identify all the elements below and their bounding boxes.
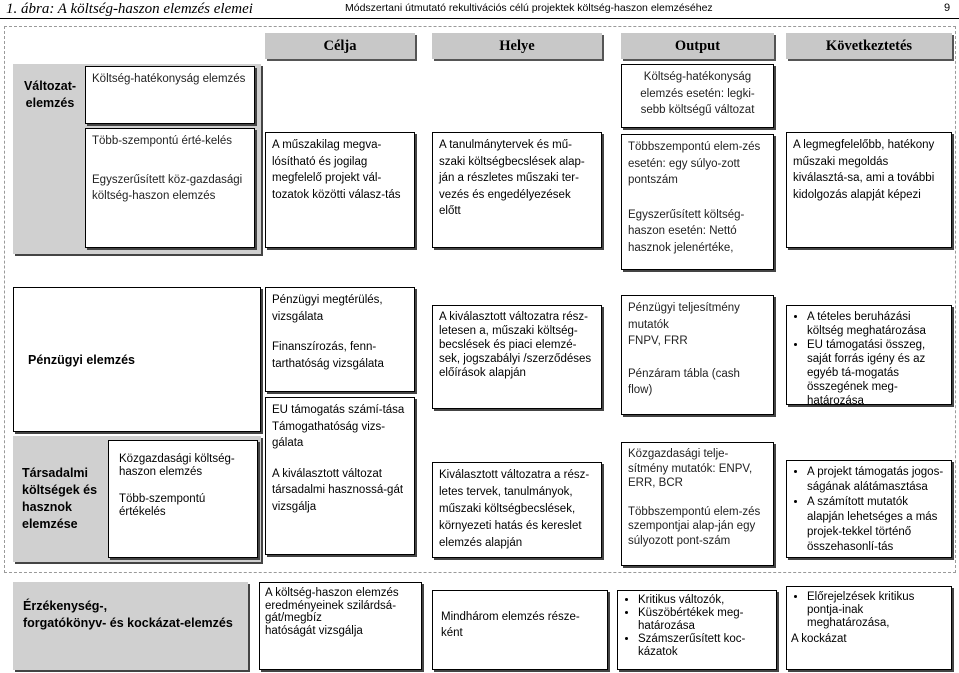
sensitivity-block <box>13 582 248 670</box>
output-social-box <box>621 442 774 566</box>
goal-eu-social-box <box>265 397 415 555</box>
sensitivity-goal-text-2: eredményeinek szilárdsá-gát/megbíz <box>265 599 397 624</box>
header-divider <box>0 18 959 19</box>
place-sensitivity-box: Mindhárom elemzés része-ként <box>432 590 608 670</box>
conclusion-sensitivity-box <box>786 586 952 670</box>
variant-analysis-label: Változat-elemzés <box>23 79 77 110</box>
output-variant-npv: Egyszerűsített költség-haszon esetén: Nettó hasznok jelenértéke, <box>628 208 745 254</box>
fnpv-frr-text: FNPV, FRR <box>628 335 688 347</box>
column-header-helye: Helye <box>432 33 602 59</box>
goal-sensitivity-box <box>259 582 422 670</box>
output-variant-multicriteria: Többszempontú elem-zés esetén: egy súlyo-zott pontszám <box>628 141 761 186</box>
conclusion-social-item: • A számított mutatók alapján lehetséges a más projek-tekkel történő összehasonlí-tás <box>807 495 947 555</box>
document-subtitle: Módszertani útmutató rekultivációs célú projektek költség-haszon elemzéséhez <box>345 2 713 14</box>
conclusion-financial-item: • EU támogatási összeg, saját forrás igény és az egyéb tá-mogatás összegének meg-határozása <box>807 338 947 408</box>
output-cost-effectiveness-box: Költség-hatékonyság elemzés esetén: legki-sebb költségű változat <box>621 64 774 128</box>
place-social-box: Kiválasztott változatra a rész-letes tervek, tanulmányok, műszaki költségbecslések, környezeti hatás és kereslet elemzés alapján <box>432 462 602 558</box>
economic-indicators-text: Közgazdasági telje-sítmény mutatók: ENPV, ERR, BCR <box>628 448 753 489</box>
financial-return-text: Pénzügyi megtérülés, vizsgálata <box>272 294 383 323</box>
eligibility-check-text: Támogathatóság vizs-gálata <box>272 420 386 449</box>
page-number: 9 <box>944 2 951 14</box>
output-sensitivity-item: • Küszöbértékek meg-határozása <box>638 607 772 633</box>
output-financial-box <box>621 295 774 415</box>
cost-effectiveness-box: Költség-hatékonyság elemzés <box>85 66 255 124</box>
figure-title: 1. ábra: A költség-haszon elemzés elemei <box>6 1 253 17</box>
conclusion-variant-box: A legmegfelelőbb, hatékony műszaki megoldás kiválasztá-sa, ami a további kidolgozás alapját képezi <box>786 132 952 248</box>
financial-analysis-label: Pénzügyi elemzés <box>13 287 261 432</box>
economic-cba-text: Közgazdasági költség-haszon elemzés <box>119 453 235 478</box>
sensitivity-label-2: forgatókönyv- és kockázat-elemzés <box>23 616 233 630</box>
sensitivity-goal-text-3: hatóságát vizsgálja <box>265 624 363 637</box>
sensitivity-goal-text-1: A költség-haszon elemzés <box>265 587 399 599</box>
simplified-cba-text: Egyszerűsített köz-gazdasági költség-haszon elemzés <box>92 173 243 202</box>
goal-financial-box <box>265 287 415 392</box>
conclusion-social-box <box>786 460 952 558</box>
cash-flow-text: Pénzáram tábla (cash flow) <box>628 367 740 396</box>
multi-criteria-cba-box <box>85 128 255 248</box>
social-utility-text: A kiválasztott változat társadalmi hasznossá-gát vizsgálja <box>272 467 404 513</box>
eu-support-calc-text: EU támogatás számí-tása <box>272 404 405 416</box>
sensitivity-label-1: Érzékenység-, <box>23 599 108 613</box>
multi-criteria-text: Több-szempontú érté-kelés <box>92 135 232 147</box>
output-sensitivity-box <box>617 590 777 670</box>
output-variant-box <box>621 134 774 270</box>
financial-indicators-text: Pénzügyi teljesítmény mutatók <box>628 302 740 331</box>
conclusion-financial-box <box>786 305 952 405</box>
column-header-celja: Célja <box>265 33 415 59</box>
output-sensitivity-item: • Számszerűsített koc-kázatok <box>638 633 772 659</box>
social-score-text: Többszempontú elem-zés szempontjai alap-ján egy súlyozott pont-szám <box>628 505 761 547</box>
conclusion-sensitivity-item: • Előrejelzések kritikus pontja-inak meghatározása, <box>807 591 947 630</box>
conclusion-financial-item: • A tételes beruházási költség meghatározása <box>807 310 947 338</box>
risk-text: A kockázat <box>791 633 847 645</box>
goal-variant-box: A műszakilag megva-lósítható és jogilag megfelelő projekt vál-tozatok közötti válasz-tás <box>265 132 415 248</box>
social-analysis-label: Társadalmi költségek és hasznok elemzése <box>22 466 98 531</box>
financing-sustainability-text: Finanszírozás, fenn-tarthatóság vizsgálata <box>272 341 384 370</box>
place-financial-box: A kiválasztott változatra rész-letesen a, műszaki költség-becslések és piaci elemzé-sek, jogszabályi /szerződéses előírások alapján <box>432 305 602 409</box>
column-header-kovetkeztetes: Következtetés <box>786 33 952 59</box>
social-multicriteria-text: Több-szempontú értékelés <box>119 493 206 518</box>
column-header-output: Output <box>621 33 774 59</box>
social-method-box <box>108 440 258 558</box>
conclusion-social-item: • A projekt támogatás jogos-ságának alátámasztása <box>807 465 947 495</box>
place-variant-box: A tanulmánytervek és mű-szaki költségbecslések alap-ján a részletes műszaki ter-vezés és engedélyezések előtt <box>432 132 602 248</box>
output-sensitivity-item: • Kritikus változók, <box>638 594 772 607</box>
